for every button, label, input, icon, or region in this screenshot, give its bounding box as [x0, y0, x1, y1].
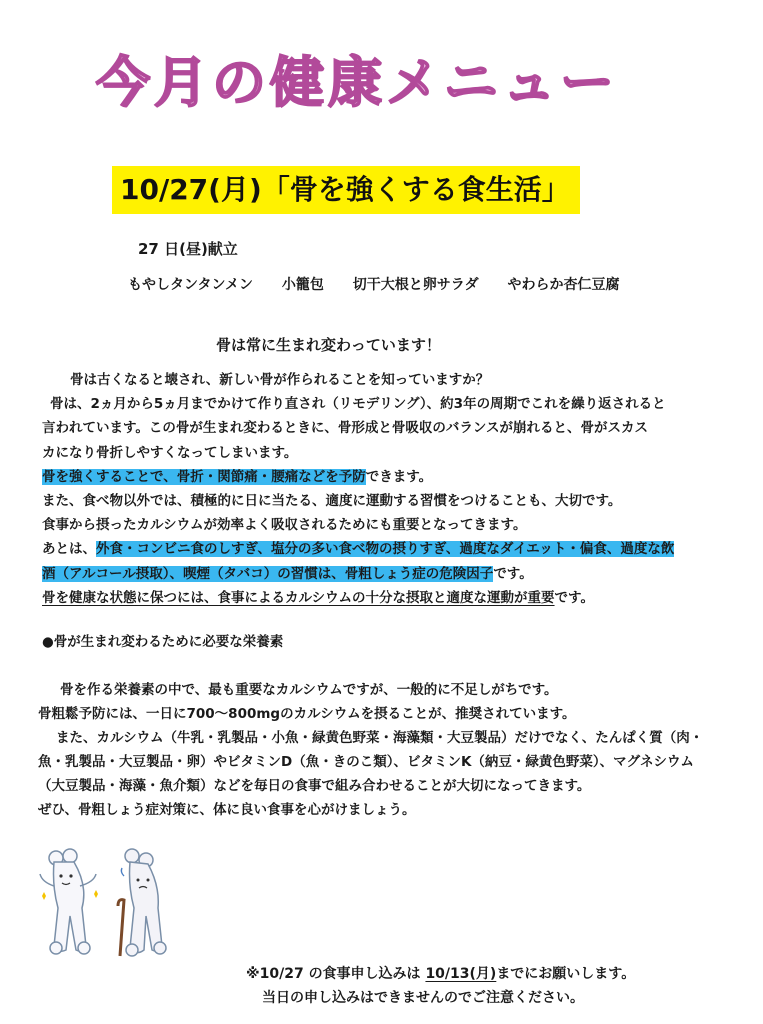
nutrients-line: ぜひ、骨粗しょう症対策に、体に良い食事を心がけましょう。	[38, 802, 416, 818]
bone-characters-illustration	[36, 846, 206, 966]
nutrients-line: 骨粗鬆予防には、一日に700～800mgのカルシウムを摂ることが、推奨されています。	[38, 706, 576, 722]
menu-item: やわらか杏仁豆腐	[507, 277, 620, 293]
notice-text: までにお願いします。	[496, 966, 636, 982]
notice-line	[246, 962, 635, 986]
highlighted-text: 酒（アルコール摂取）、喫煙（タバコ）の習慣は、骨粗しょう症の危険因子	[42, 565, 494, 582]
highlighted-text: 骨を強くすることで、骨折・関節痛・腰痛などを予防	[42, 468, 366, 485]
body-text: です。	[554, 589, 594, 606]
body-text: できます。	[365, 468, 433, 485]
nutrients-line: （大豆製品・海藻・魚介類）などを毎日の食事で組み合わせることが大切になってきます。	[38, 778, 591, 794]
nutrients-line: 骨を作る栄養素の中で、最も重要なカルシウムですが、一般的に不足しがちです。	[60, 682, 558, 698]
body-line: カになり骨折しやすくなってしまいます。	[42, 444, 298, 461]
weak-bone-character	[125, 849, 166, 956]
notice	[246, 962, 635, 1010]
body-line	[42, 465, 732, 489]
menu-item: 小籠包	[281, 277, 324, 293]
menu-item: もやしタンタンメン	[128, 277, 254, 293]
body-line	[42, 537, 732, 561]
menu-list	[128, 274, 644, 294]
nutrients-paragraph	[38, 678, 738, 822]
nutrients-line: 魚・乳製品・大豆製品・卵）やビタミンD（魚・きのこ類）、ビタミンK（納豆・緑黄色野菜）、マグネシウム	[38, 754, 694, 770]
section-heading: 骨は常に生まれ変わっています！	[216, 336, 441, 354]
menu-item: 切干大根と卵サラダ	[352, 277, 479, 293]
nutrients-heading: ●骨が生まれ変わるために必要な栄養素	[42, 634, 284, 650]
menu-title: 27 日(昼)献立	[138, 240, 238, 258]
body-line: 骨は古くなると壊され、新しい骨が作られることを知っていますか？	[70, 372, 490, 388]
body-line: また、食べ物以外では、積極的に日に当たる、適度に運動する習慣をつけることも、大切です。	[42, 493, 622, 510]
body-line	[42, 562, 732, 586]
body-text: あとは、	[42, 541, 96, 558]
body-line: 骨は、2ヵ月から5ヵ月までかけて作り直され（リモデリング）、約3年の周期でこれを繰り返されると	[50, 396, 666, 413]
highlighted-text: 外食・コンビニ食のしすぎ、塩分の多い食べ物の摂りすぎ、過度なダイエット・偏食、過度な飲	[96, 541, 675, 558]
body-line: 食事から摂ったカルシウムが効率よく吸収されるためにも重要となってきます。	[42, 517, 527, 534]
page-title: 今月の健康メニュー	[96, 51, 618, 114]
body-paragraph	[42, 368, 732, 610]
strong-bone-character	[40, 849, 96, 954]
body-line: 言われています。この骨が生まれ変わるときに、骨形成と骨吸収のバランスが崩れると、骨がスカス	[42, 420, 649, 437]
body-line	[42, 586, 732, 610]
walking-cane-icon	[118, 900, 124, 956]
nutrients-line: また、カルシウム（牛乳・乳製品・小魚・緑黄色野菜・海藻類・大豆製品）だけでなく、たんぱく質（肉・	[56, 730, 704, 746]
deadline-date: 10/13(月)	[425, 966, 497, 982]
underlined-text: 骨を健康な状態に保つには、食事によるカルシウムの十分な摂取と適度な運動が重要	[42, 589, 555, 606]
notice-text: ※10/27 の食事申し込みは	[246, 966, 426, 982]
notice-line: 当日の申し込みはできませんのでご注意ください。	[262, 990, 584, 1006]
sweat-drop-icon	[121, 868, 124, 876]
date-heading: 10/27(月)「骨を強くする食生活」	[112, 166, 580, 214]
body-text: です。	[493, 565, 533, 582]
